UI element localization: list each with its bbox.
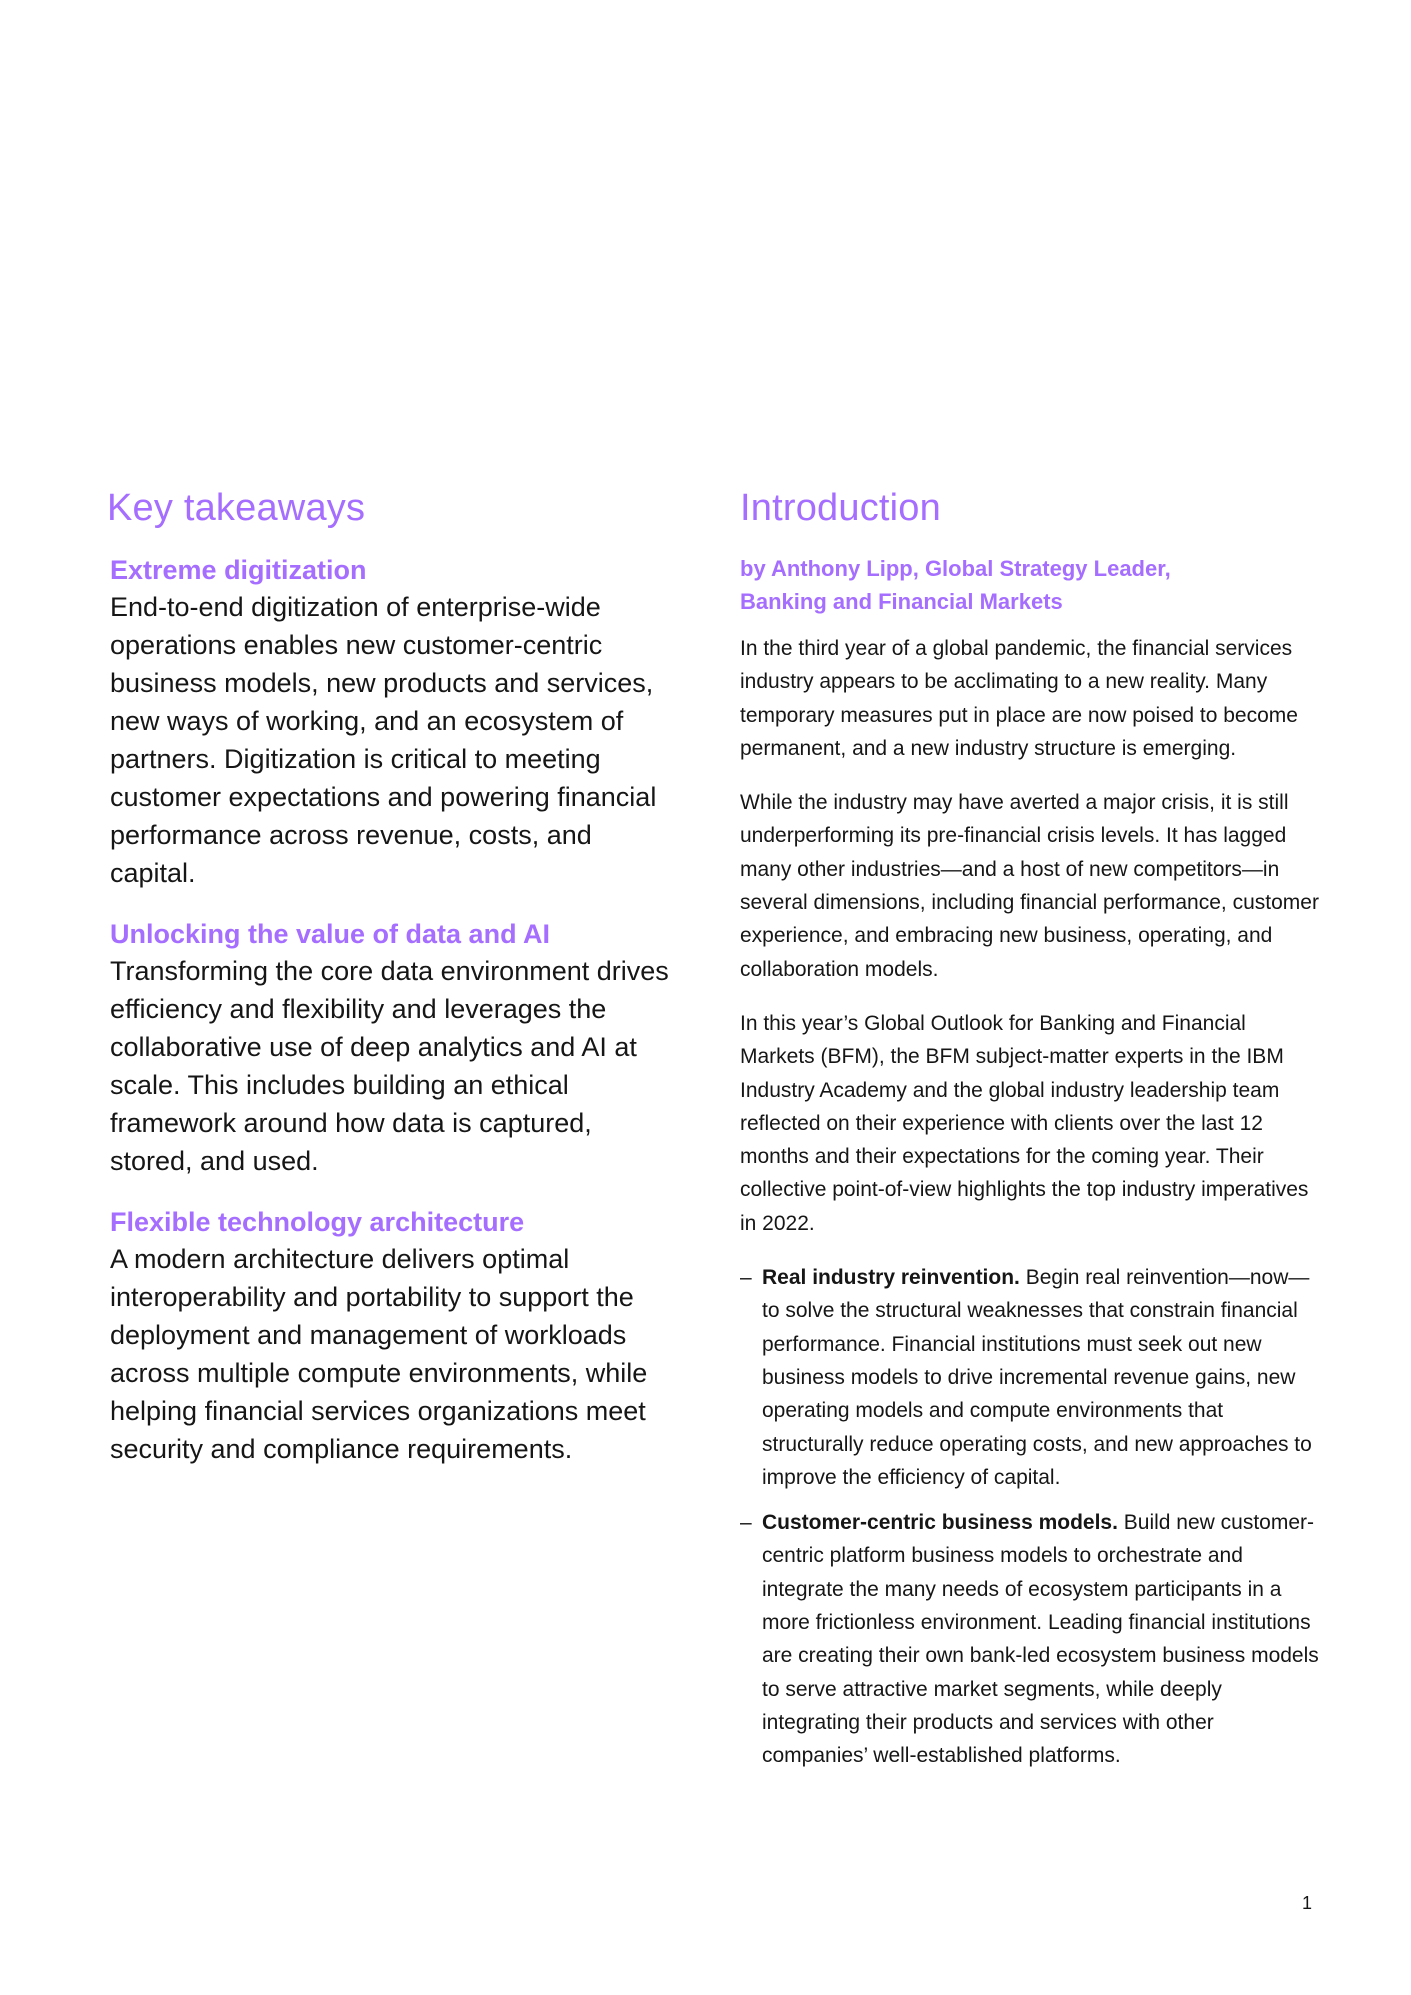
list-item [740, 1506, 1320, 1772]
imperatives-list [740, 1261, 1320, 1772]
takeaway-item [110, 552, 672, 892]
list-item [740, 1261, 1320, 1494]
introduction-column [740, 485, 1320, 1785]
takeaway-heading: Flexible technology architecture [110, 1207, 525, 1237]
author-byline [740, 552, 1320, 618]
key-takeaways-column [107, 485, 672, 1492]
takeaway-body: End-to-end digitization of enterprise-wide operations enables new customer-centric business models, new products and services, new ways of working, and an ecosystem of partners. Digitization is critical to meeting customer expectations and powering financial performance across revenue, costs, and capital. [110, 592, 657, 888]
takeaway-body: A modern architecture delivers optimal interoperability and portability to support the deployment and management of workloads across multiple compute environments, while helping financial services organizations meet security and compliance requirements. [110, 1244, 648, 1464]
takeaway-heading: Unlocking the value of data and AI [110, 919, 551, 949]
bullet-lead: Real industry reinvention. [762, 1266, 1020, 1290]
intro-paragraph: In the third year of a global pandemic, the financial services industry appears to be acclimating to a new reality. Many temporary measures put in place are now poised to become permanent, and a new industry structure is emerging. [740, 637, 1298, 760]
takeaway-heading: Extreme digitization [110, 555, 367, 585]
takeaway-item [110, 1204, 672, 1468]
dash-bullet: – [740, 1511, 752, 1535]
dash-bullet: – [740, 1266, 752, 1290]
page-number: 1 [1301, 1893, 1312, 1913]
byline-line: Banking and Financial Markets [740, 589, 1063, 614]
intro-paragraph: While the industry may have averted a major crisis, it is still underperforming its pre-financial crisis levels. It has lagged many other industries—and a host of new competitors—in several dimensions, including financial performance, customer experience, and embracing new business, operating, and collaboration models. [740, 791, 1319, 981]
bullet-lead: Customer-centric business models. [762, 1511, 1118, 1535]
intro-paragraph: In this year’s Global Outlook for Banking and Financial Markets (BFM), the BFM subject-matter experts in the IBM Industry Academy and the global industry leadership team reflected on their experience with clients over the last 12 months and their expectations for the coming year. Their collective point-of-view highlights the top industry imperatives in 2022. [740, 1011, 1309, 1235]
takeaway-item [110, 916, 672, 1180]
bullet-text: Build new customer-centric platform business models to orchestrate and integrate the many needs of ecosystem participants in a more frictionless environment. Leading financial institutions are creating their own bank-led ecosystem business models to serve attractive market segments, while deeply integrating their products and services with other companies’ well-established platforms. [762, 1511, 1319, 1768]
byline-line: by Anthony Lipp, Global Strategy Leader, [740, 556, 1171, 581]
introduction-title: Introduction [740, 487, 941, 529]
takeaway-body: Transforming the core data environment drives efficiency and flexibility and leverages the collaborative use of deep analytics and AI at scale. This includes building an ethical framework around how data is captured, stored, and used. [110, 956, 669, 1176]
bullet-text: Begin real reinvention—now—to solve the structural weaknesses that constrain financial performance. Financial institutions must seek out new business models to drive incremental revenue gains, new operating models and compute environments that structurally reduce operating costs, and new approaches to improve the efficiency of capital. [762, 1266, 1312, 1489]
key-takeaways-title: Key takeaways [107, 487, 366, 529]
